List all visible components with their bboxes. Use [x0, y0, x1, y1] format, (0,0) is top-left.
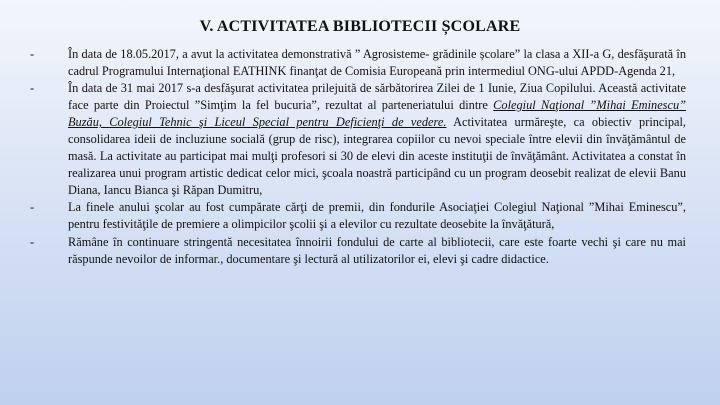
list-bullet: - [30, 47, 35, 61]
page-title: V. ACTIVITATEA BIBLIOTECII ȘCOLARE [199, 18, 521, 35]
list-item [30, 199, 686, 233]
item-text: La finele anului şcolar au fost cumpărate cărţi de premii, din fondurile Asociaţiei Colegiul Naţional ”Mihai Eminescu”, pentru festivităţile de premiere a olimpicilor şcolii şi a elevilor cu rezultate deosebite la învăţătură, [68, 200, 686, 232]
list-item [30, 234, 686, 268]
list-item [30, 80, 686, 199]
list-bullet: - [30, 81, 35, 96]
list-bullet: - [30, 200, 35, 215]
item-text: În data de 31 mai 2017 s-a desfăşurat activitatea prilejuită de sărbătorirea Zilei de 1 Iunie, Ziua Copilului. Această activitate face parte din Proiectul ”Simţim la fel bucuria”, rezultat al parteneriatului dintre [68, 81, 686, 113]
activity-list [30, 46, 686, 268]
list-bullet: - [30, 234, 35, 249]
item-text-continued: Activitatea urmăreşte, ca obiectiv principal, consolidarea ideii de incluziune socială (grup de risc), integrarea copiilor cu nevoi speciale între elevii din învăţământul de masă. La activitate au participat mai mulţi profesori si 30 de elevi din aceste instituţii de învăţământ. Activitatea a constat în realizarea unui program artistic dedicat celor mici, şcoala noastră participând cu un program deosebit realizat de elevii Banu Diana, Iancu Bianca şi Răpan Dumitru, [68, 115, 686, 198]
item-text: În data de 18.05.2017, a avut la activitatea demonstrativă ” Agrosisteme- grădinile școlare” la clasa a XII-a G, desfăşurată în cadrul Programului Internaţional EATHINK finanţat de Comisia Europeană prin intermediul ONG-ului APDD-Agenda 21, [68, 47, 686, 79]
list-item [30, 46, 686, 80]
partner-schools-link[interactable]: Colegiul Naţional ”Mihai Eminescu” Buzău, Colegiul Tehnic şi Liceul Special pentru Deficienţi de vedere. [68, 98, 686, 130]
item-text: Rămâne în continuare stringentă necesitatea înnoirii fondului de carte al bibliotecii, care este foarte vechi şi care nu mai răspunde nevoilor de informar., documentare şi lectură al utilizatorilor ei, elevi şi cadre didactice. [68, 234, 686, 266]
